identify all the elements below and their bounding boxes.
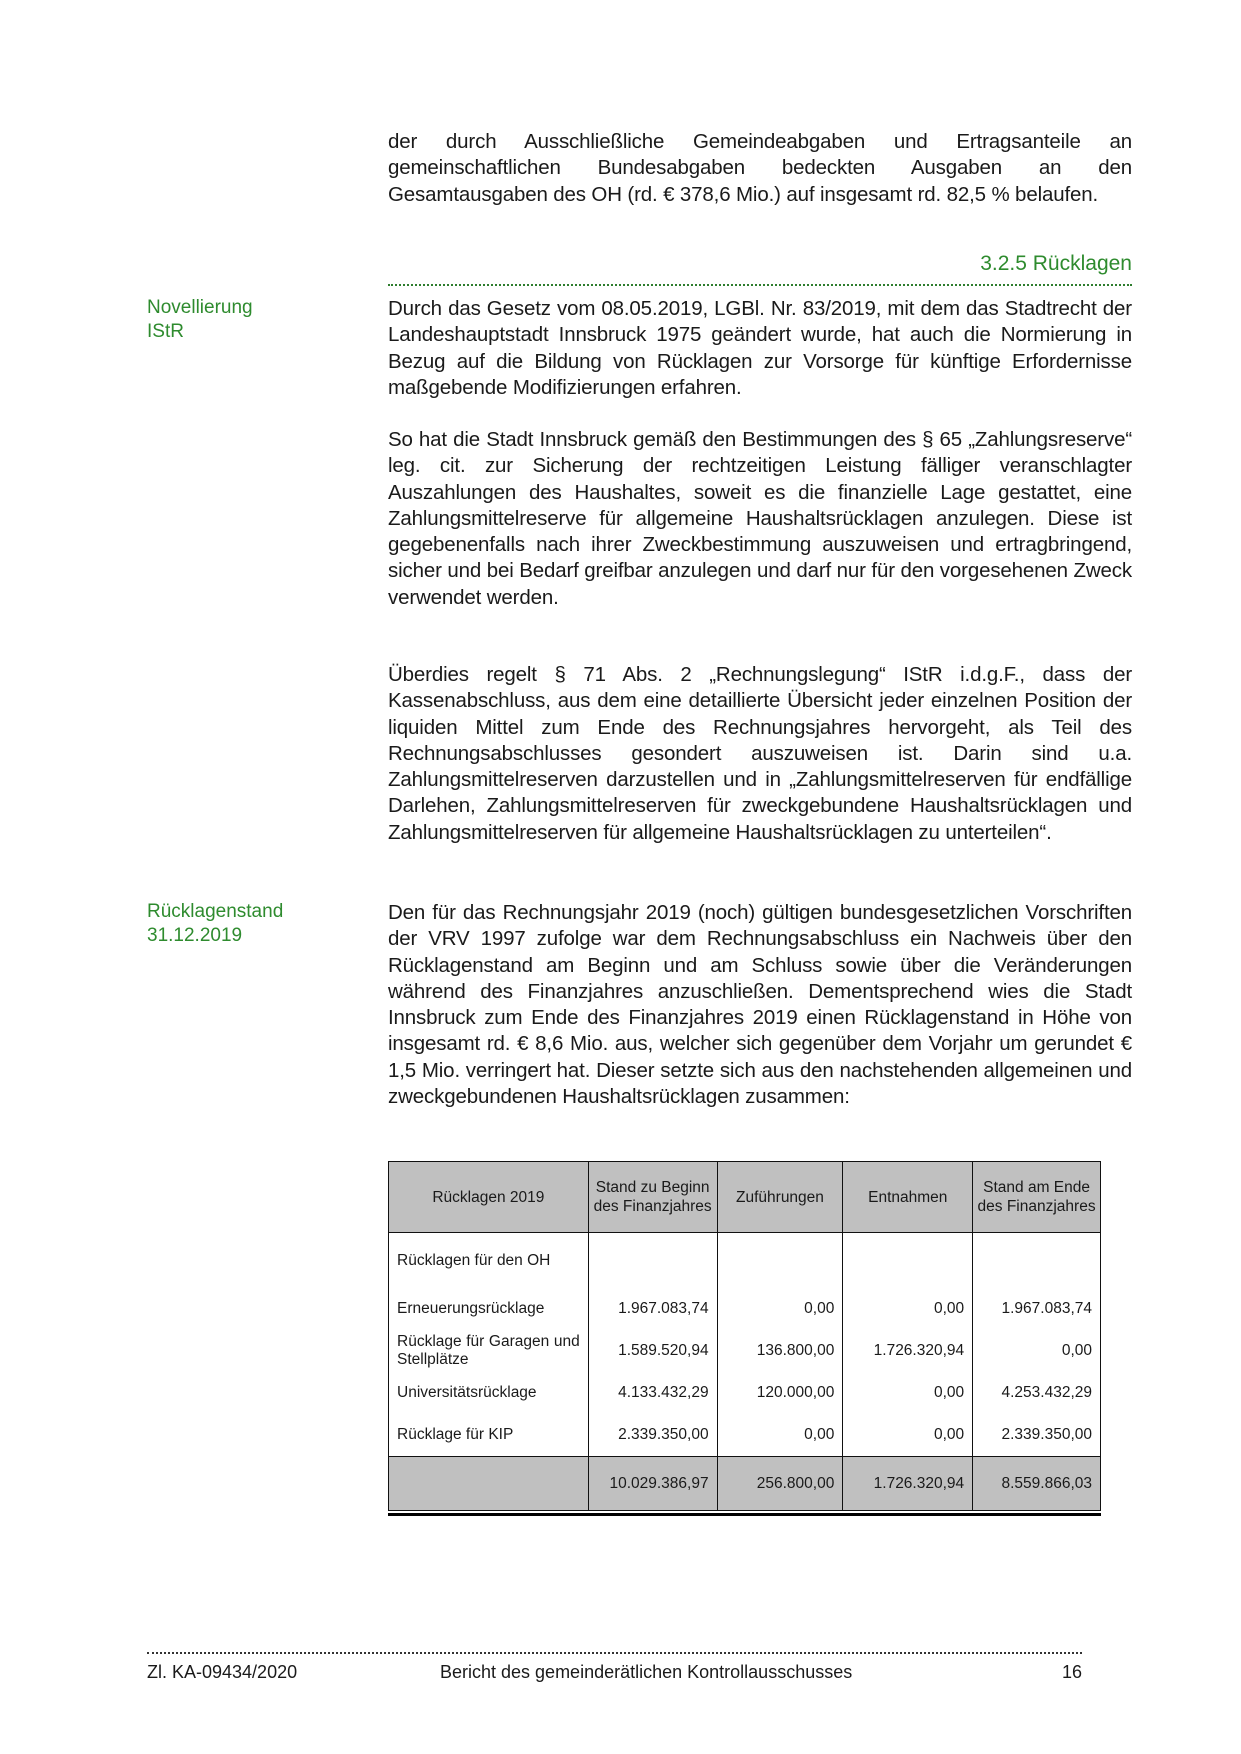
cell-withdrawals: 0,00 bbox=[843, 1288, 973, 1330]
table-header-row bbox=[389, 1162, 1101, 1233]
cell-end: 0,00 bbox=[973, 1330, 1101, 1372]
cell-additions: 136.800,00 bbox=[717, 1330, 843, 1372]
cell-begin: 4.133.432,29 bbox=[588, 1372, 717, 1414]
table-row bbox=[389, 1288, 1101, 1330]
table-group-row bbox=[389, 1233, 1101, 1289]
header-end-balance: Stand am Ende des Finanzjahres bbox=[973, 1162, 1101, 1233]
cell-additions: 0,00 bbox=[717, 1288, 843, 1330]
paragraph-novellierung: Durch das Gesetz vom 08.05.2019, LGBl. Nr. 83/2019, mit dem das Stadtrecht der Landeshauptstadt Innsbruck 1975 geändert wurde, hat auch die Normierung in Bezug auf die Bildung von Rücklagen zur Vorsorge für künftige Erfordernisse maßgebende Modifizierungen erfahren. bbox=[388, 297, 1132, 399]
cell-end: 1.967.083,74 bbox=[973, 1288, 1101, 1330]
cell-additions: 120.000,00 bbox=[717, 1372, 843, 1414]
footer-title: Bericht des gemeinderätlichen Kontrollausschusses bbox=[440, 1662, 853, 1682]
paragraph-rechnungslegung: Überdies regelt § 71 Abs. 2 „Rechnungslegung“ IStR i.d.g.F., dass der Kassenabschluss, aus dem eine detaillierte Übersicht jeder einzelnen Position der liquiden Mittel zum Ende des Rechnungsjahres hervorgeht, als Teil des Rechnungsabschlusses gesondert auszuweisen ist. Darin sind u.a. Zahlungsmittelreserven darzustellen und in „Zahlungsmittelreserven für endfällige Darlehen, Zahlungsmittelreserven für zweckgebundene Haushaltsrücklagen und Zahlungsmittelreserven für allgemeine Haushaltsrücklagen zu unterteilen“. bbox=[388, 663, 1132, 844]
header-additions: Zuführungen bbox=[717, 1162, 843, 1233]
header-withdrawals: Entnahmen bbox=[843, 1162, 973, 1233]
cell-begin: 1.967.083,74 bbox=[588, 1288, 717, 1330]
table-row bbox=[389, 1414, 1101, 1457]
header-begin-balance: Stand zu Beginn des Finanzjahres bbox=[588, 1162, 717, 1233]
total-end: 8.559.866,03 bbox=[973, 1457, 1101, 1511]
total-withdrawals: 1.726.320,94 bbox=[843, 1457, 973, 1511]
section-heading-rule bbox=[388, 284, 1132, 286]
section-heading: 3.2.5 Rücklagen bbox=[980, 252, 1132, 275]
paragraph-ruecklagenstand: Den für das Rechnungsjahr 2019 (noch) gültigen bundesgesetzlichen Vorschriften der VRV 1997 zufolge war dem Rechnungsabschluss ein Nachweis über den Rücklagenstand am Beginn und am Schluss sowie über die Veränderungen während des Finanzjahres anzuschließen. Dementsprechend wies die Stadt Innsbruck zum Ende des Finanzjahres 2019 einen Rücklagenstand in Höhe von insgesamt rd. € 8,6 Mio. aus, welcher sich gegenüber dem Vorjahr um gerundet € 1,5 Mio. verringert hat. Dieser setzte sich aus den nachstehenden allgemeinen und zweckgebundenen Haushaltsrücklagen zusammen: bbox=[388, 901, 1132, 1109]
margin-note-ruecklagenstand bbox=[147, 900, 347, 948]
total-begin: 10.029.386,97 bbox=[588, 1457, 717, 1511]
cell-end: 4.253.432,29 bbox=[973, 1372, 1101, 1414]
cell-begin: 1.589.520,94 bbox=[588, 1330, 717, 1372]
table-row bbox=[389, 1330, 1101, 1372]
paragraph-zahlungsreserve: So hat die Stadt Innsbruck gemäß den Bestimmungen des § 65 „Zahlungsreserve“ leg. cit. zur Sicherung der rechtzeitigen Leistung fälliger veranschlagter Auszahlungen des Haushaltes, soweit es die finanzielle Lage gestattet, eine Zahlungsmittelreserve für allgemeine Haushaltsrücklagen anzulegen. Diese ist gegebenenfalls nach ihrer Zweckbestimmung auszuweisen und ertragbringend, sicher und bei Bedarf greifbar anzulegen und darf nur für den vorgesehenen Zweck verwendet werden. bbox=[388, 428, 1132, 609]
intro-paragraph: der durch Ausschließliche Gemeindeabgaben und Ertragsanteile an gemeinschaftlichen Bundesabgaben bedeckten Ausgaben an den Gesamtausgaben des OH (rd. € 378,6 Mio.) auf insgesamt rd. 82,5 % belaufen. bbox=[388, 130, 1132, 206]
footer-rule bbox=[147, 1652, 1082, 1654]
cell-withdrawals: 0,00 bbox=[843, 1372, 973, 1414]
cell-withdrawals: 0,00 bbox=[843, 1414, 973, 1457]
group-label: Rücklagen für den OH bbox=[389, 1233, 589, 1289]
margin-note-line: Novellierung bbox=[147, 297, 253, 318]
row-label: Universitätsrücklage bbox=[389, 1372, 589, 1414]
cell-end: 2.339.350,00 bbox=[973, 1414, 1101, 1457]
table-bottom-rule bbox=[388, 1513, 1101, 1516]
cell-additions: 0,00 bbox=[717, 1414, 843, 1457]
footer-reference: Zl. KA-09434/2020 bbox=[147, 1662, 298, 1682]
margin-note-line: IStR bbox=[147, 321, 184, 342]
cell-withdrawals: 1.726.320,94 bbox=[843, 1330, 973, 1372]
table-total-row bbox=[389, 1457, 1101, 1511]
row-label: Rücklage für Garagen und Stellplätze bbox=[389, 1330, 589, 1372]
header-reserves-2019: Rücklagen 2019 bbox=[389, 1162, 589, 1233]
margin-note-line: Rücklagenstand bbox=[147, 901, 284, 922]
margin-note-novellierung bbox=[147, 296, 347, 344]
page-number: 16 bbox=[1062, 1662, 1083, 1682]
total-label bbox=[389, 1457, 589, 1511]
row-label: Rücklage für KIP bbox=[389, 1414, 589, 1457]
margin-note-line: 31.12.2019 bbox=[147, 925, 243, 946]
table-row bbox=[389, 1372, 1101, 1414]
total-additions: 256.800,00 bbox=[717, 1457, 843, 1511]
reserves-table bbox=[388, 1161, 1101, 1511]
row-label: Erneuerungsrücklage bbox=[389, 1288, 589, 1330]
cell-begin: 2.339.350,00 bbox=[588, 1414, 717, 1457]
